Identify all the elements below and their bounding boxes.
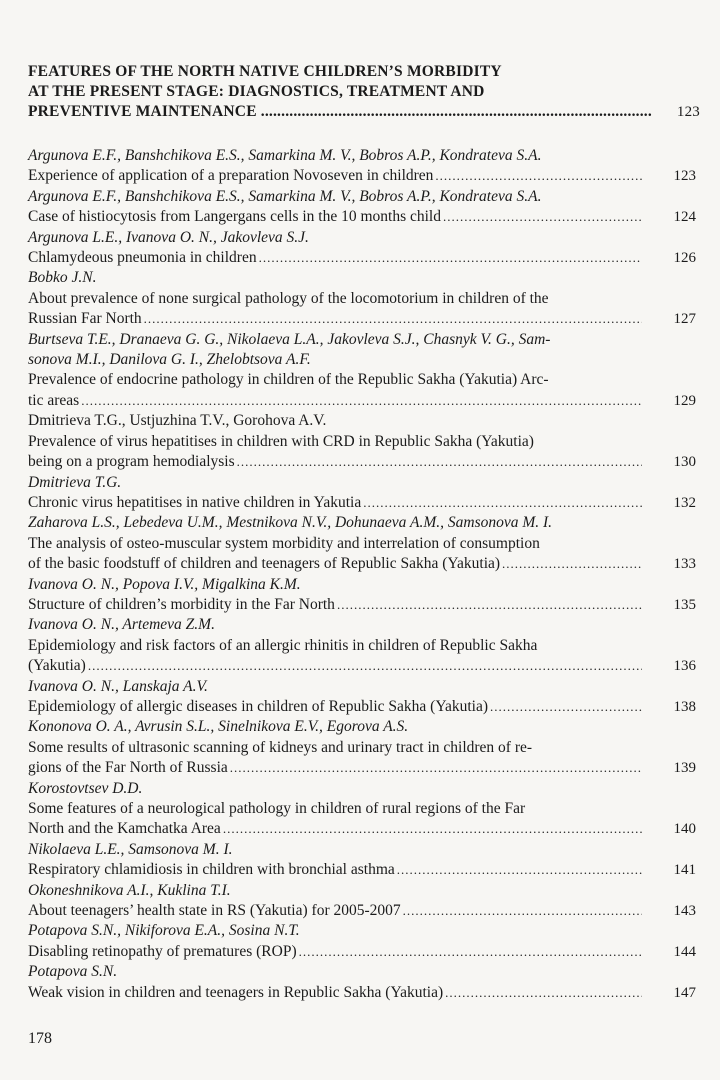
entry-authors: Korostovtsev D.D. — [28, 779, 143, 797]
entry-authors: Zaharova L.S., Lebedeva U.M., Mestnikova N.V., Dohunaeva A.M., Samsonova M. I. — [28, 514, 553, 532]
leader-dots — [490, 697, 642, 717]
toc-entry — [28, 962, 700, 1003]
section-page-number: 123 — [676, 104, 700, 120]
toc-entry — [28, 187, 700, 228]
entry-page-number: 123 — [673, 168, 696, 185]
toc-entries — [28, 146, 700, 1003]
toc-entry — [28, 615, 700, 676]
entry-page-number: 135 — [673, 596, 696, 613]
entry-title-last-line — [28, 207, 700, 227]
entry-title-text: Weak vision in children and teenagers in Republic Sakha (Yakutia) — [28, 983, 444, 1001]
leader-dots — [363, 493, 642, 513]
entry-title-text: Disabling retinopathy of prematures (ROP) — [28, 942, 297, 960]
toc-entry — [28, 921, 700, 962]
entry-title-last-line — [28, 309, 700, 329]
entry-authors: Burtseva T.E., Dranaeva G. G., Nikolaeva L.A., Jakovleva S.J., Chasnyk V. G., Sam- — [28, 330, 551, 348]
entry-page-number: 140 — [673, 821, 696, 838]
leader-dots — [337, 595, 642, 615]
entry-authors: Dmitrieva T.G. — [28, 473, 122, 491]
entry-page-number: 124 — [673, 209, 696, 226]
entry-title-text: Structure of children’s morbidity in the Far North — [28, 595, 335, 613]
entry-title-last-line — [28, 493, 700, 513]
leader-dots — [443, 207, 642, 227]
entry-title-line: Some features of a neurological pathology in children of rural regions of the Far — [28, 800, 526, 817]
leader-dots — [144, 309, 642, 329]
entry-page-number: 130 — [673, 454, 696, 471]
entry-title-line: The analysis of osteo-muscular system morbidity and interrelation of consumption — [28, 534, 540, 552]
entry-title-last-line — [28, 942, 700, 962]
leader-dots — [397, 860, 642, 880]
leader-dots — [223, 819, 642, 839]
entry-authors: Potapova S.N., Nikiforova E.A., Sosina N.T. — [28, 922, 300, 940]
entry-authors: Potapova S.N. — [28, 963, 118, 981]
entry-title-line: About prevalence of none surgical pathology of the locomotorium in children of the — [28, 289, 549, 307]
entry-title-line: Prevalence of endocrine pathology in children of the Republic Sakha (Yakutia) Arc- — [28, 371, 549, 389]
toc-entry — [28, 677, 700, 718]
entry-title-text: (Yakutia) — [28, 657, 86, 675]
entry-title-last-line — [28, 554, 700, 574]
entry-authors: Argunova E.F., Banshchikova E.S., Samarkina M. V., Bobros A.P., Kondrateva S.A. — [28, 147, 542, 164]
entry-title-last-line — [28, 697, 700, 717]
entry-title-last-line — [28, 758, 700, 778]
entry-title-text: Chronic virus hepatitises in native children in Yakutia — [28, 493, 362, 511]
toc-entry — [28, 840, 700, 881]
entry-title-text: Chlamydeous pneumonia in children — [28, 249, 257, 267]
leader-dots — [502, 554, 642, 574]
leader-dots — [230, 758, 642, 778]
entry-title-last-line — [28, 819, 700, 839]
toc-entry — [28, 513, 700, 574]
toc-entry — [28, 268, 700, 329]
toc-entry — [28, 575, 700, 616]
page-number: 178 — [28, 1030, 52, 1047]
entry-title-line: Epidemiology and risk factors of an allergic rhinitis in children of Republic Sakha — [28, 636, 538, 654]
entry-authors: Kononova O. A., Avrusin S.L., Sinelnikova E.V., Egorova A.S. — [28, 718, 409, 736]
toc-entry — [28, 228, 700, 269]
leader-dots — [88, 656, 642, 676]
toc-entry — [28, 473, 700, 514]
entry-title-line: Some results of ultrasonic scanning of kidneys and urinary tract in children of re- — [28, 738, 533, 756]
toc-entry — [28, 881, 700, 922]
entry-title-text: being on a program hemodialysis — [28, 453, 235, 471]
entry-title-last-line — [28, 248, 700, 268]
entry-title-text: Epidemiology of allergic diseases in children of Republic Sakha (Yakutia) — [28, 697, 489, 715]
leader-dots — [435, 166, 642, 186]
entry-title-text: tic areas — [28, 391, 80, 409]
toc-entry — [28, 411, 700, 472]
entry-authors: Dmitrieva T.G., Ustjuzhina T.V., Gorohova A.V. — [28, 412, 327, 430]
entry-title-text: gions of the Far North of Russia — [28, 759, 228, 777]
entry-authors: Bobko J.N. — [28, 269, 97, 287]
entry-authors: sonova M.I., Danilova G. I., Zhelobtsova A.F. — [28, 351, 311, 369]
entry-authors: Okoneshnikova A.I., Kuklina T.I. — [28, 881, 231, 899]
leader-dots — [81, 391, 642, 411]
section-title-line-1: FEATURES OF THE NORTH NATIVE CHILDREN’S MORBIDITY — [28, 63, 502, 80]
entry-page-number: 139 — [673, 760, 696, 777]
entry-title-text: Respiratory chlamidiosis in children with bronchial asthma — [28, 861, 395, 879]
section-title-line-2: AT THE PRESENT STAGE: DIAGNOSTICS, TREATMENT AND — [28, 83, 485, 100]
entry-page-number: 132 — [673, 494, 696, 511]
entry-title-line: Prevalence of virus hepatitises in children with CRD in Republic Sakha (Yakutia) — [28, 432, 534, 450]
toc-entry — [28, 146, 700, 187]
entry-page-number: 127 — [673, 311, 696, 328]
entry-authors: Ivanova O. N., Artemeva Z.M. — [28, 616, 215, 634]
entry-title-last-line — [28, 595, 700, 615]
toc-entry — [28, 779, 700, 840]
entry-title-text: Case of histiocytosis from Langergans cells in the 10 months child — [28, 208, 441, 226]
section-heading — [28, 62, 700, 122]
entry-authors: Argunova E.F., Banshchikova E.S., Samarkina M. V., Bobros A.P., Kondrateva S.A. — [28, 187, 542, 205]
leader-dots — [403, 901, 642, 921]
entry-page-number: 133 — [673, 556, 696, 573]
leader-dots — [445, 983, 642, 1003]
entry-page-number: 126 — [673, 250, 696, 267]
section-title-line-3 — [28, 102, 700, 122]
toc-entry — [28, 330, 700, 412]
entry-title-text: About teenagers’ health state in RS (Yakutia) for 2005-2007 — [28, 902, 401, 920]
entry-title-text: Experience of application of a preparation Novoseven in children — [28, 167, 434, 185]
entry-authors: Ivanova O. N., Popova I.V., Migalkina K.M. — [28, 575, 301, 593]
entry-page-number: 141 — [673, 862, 696, 879]
entry-page-number: 143 — [673, 903, 696, 920]
entry-title-text: Russian Far North — [28, 310, 142, 328]
entry-title-text: North and the Kamchatka Area — [28, 820, 221, 838]
toc-entry — [28, 717, 700, 778]
section-title-text: PREVENTIVE MAINTENANCE — [28, 103, 257, 120]
entry-title-last-line — [28, 166, 700, 186]
entry-page-number: 147 — [673, 984, 696, 1001]
entry-title-last-line — [28, 901, 700, 921]
leader-dots — [259, 248, 642, 268]
leader-dots — [261, 102, 652, 122]
entry-authors: Nikolaeva L.E., Samsonova M. I. — [28, 840, 233, 858]
entry-authors: Ivanova O. N., Lanskaja A.V. — [28, 677, 208, 695]
entry-title-last-line — [28, 983, 700, 1003]
entry-title-last-line — [28, 656, 700, 676]
entry-title-last-line — [28, 860, 700, 880]
entry-page-number: 138 — [673, 698, 696, 715]
entry-authors: Argunova L.E., Ivanova O. N., Jakovleva S.J. — [28, 228, 309, 246]
leader-dots — [237, 452, 642, 472]
entry-page-number: 144 — [673, 943, 696, 960]
entry-page-number: 136 — [673, 658, 696, 675]
entry-title-last-line — [28, 452, 700, 472]
entry-title-last-line — [28, 391, 700, 411]
entry-title-text: of the basic foodstuff of children and teenagers of Republic Sakha (Yakutia) — [28, 555, 501, 573]
leader-dots — [299, 942, 642, 962]
entry-page-number: 129 — [673, 392, 696, 409]
